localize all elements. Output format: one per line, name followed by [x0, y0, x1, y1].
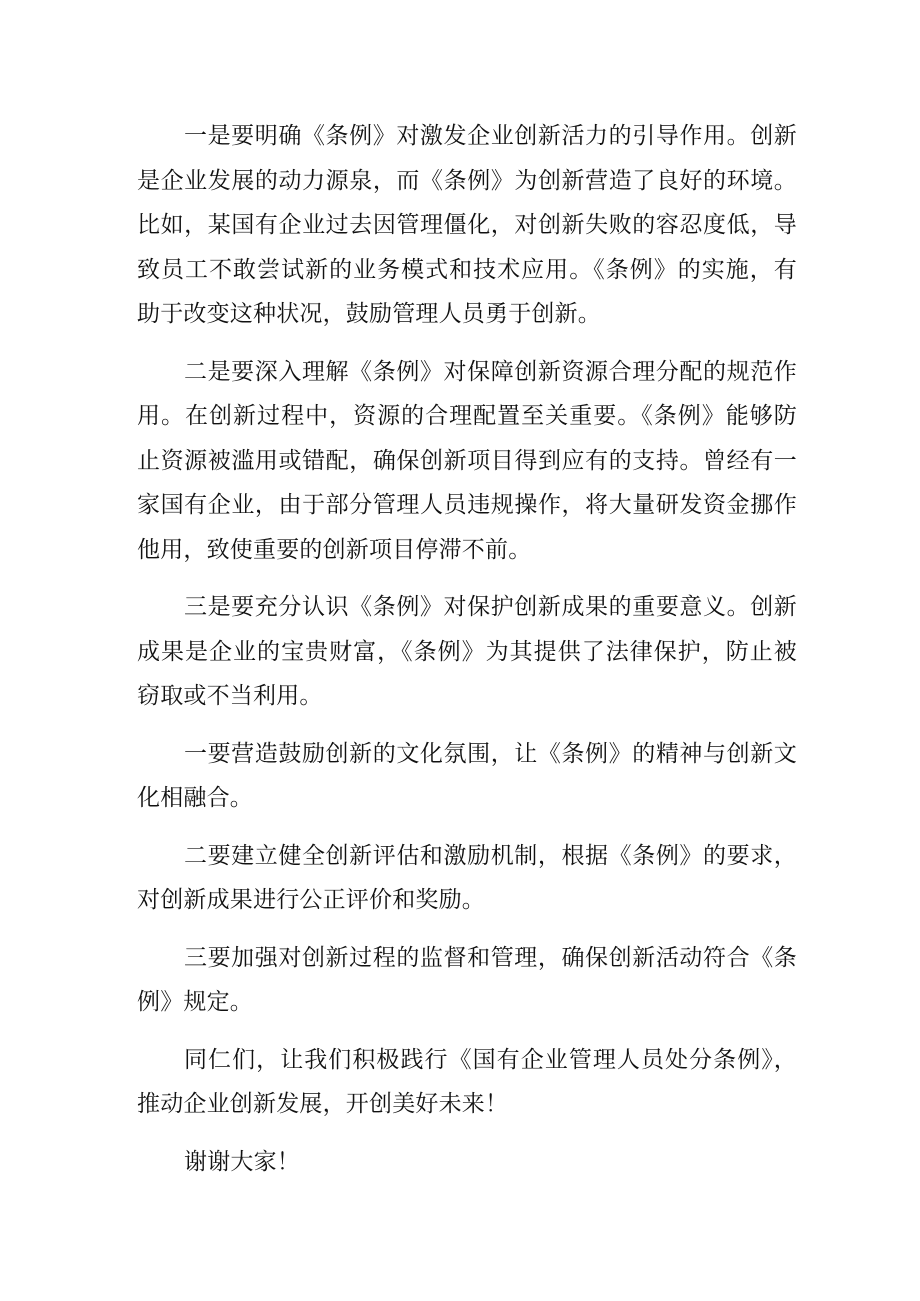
paragraph-5: 二要建立健全创新评估和激励机制，根据《条例》的要求，对创新成果进行公正评价和奖励。: [137, 842, 797, 913]
paragraph-7: 同仁们，让我们积极践行《国有企业管理人员处分条例》，推动企业创新发展，开创美好未来！: [137, 1046, 797, 1117]
paragraph-1: 一是要明确《条例》对激发企业创新活力的引导作用。创新是企业发展的动力源泉，而《条例》为创新营造了良好的环境。比如，某国有企业过去因管理僵化，对创新失败的容忍度低，导致员工不敢尝试新的业务模式和技术应用。《条例》的实施，有助于改变这种状况，鼓励管理人员勇于创新。: [137, 123, 797, 327]
document-body: [137, 114, 797, 1184]
paragraph-4: 一要营造鼓励创新的文化氛围，让《条例》的精神与创新文化相融合。: [137, 740, 797, 811]
paragraph-6: 三要加强对创新过程的监督和管理，确保创新活动符合《条例》规定。: [137, 944, 797, 1015]
paragraph-2: 二是要深入理解《条例》对保障创新资源合理分配的规范作用。在创新过程中，资源的合理配置至关重要。《条例》能够防止资源被滥用或错配，确保创新项目得到应有的支持。曾经有一家国有企业，由于部分管理人员违规操作，将大量研发资金挪作他用，致使重要的创新项目停滞不前。: [137, 358, 797, 563]
paragraph-8: 谢谢大家！: [184, 1148, 300, 1175]
paragraph-3: 三是要充分认识《条例》对保护创新成果的重要意义。创新成果是企业的宝贵财富，《条例》为其提供了法律保护，防止被窃取或不当利用。: [137, 594, 797, 709]
